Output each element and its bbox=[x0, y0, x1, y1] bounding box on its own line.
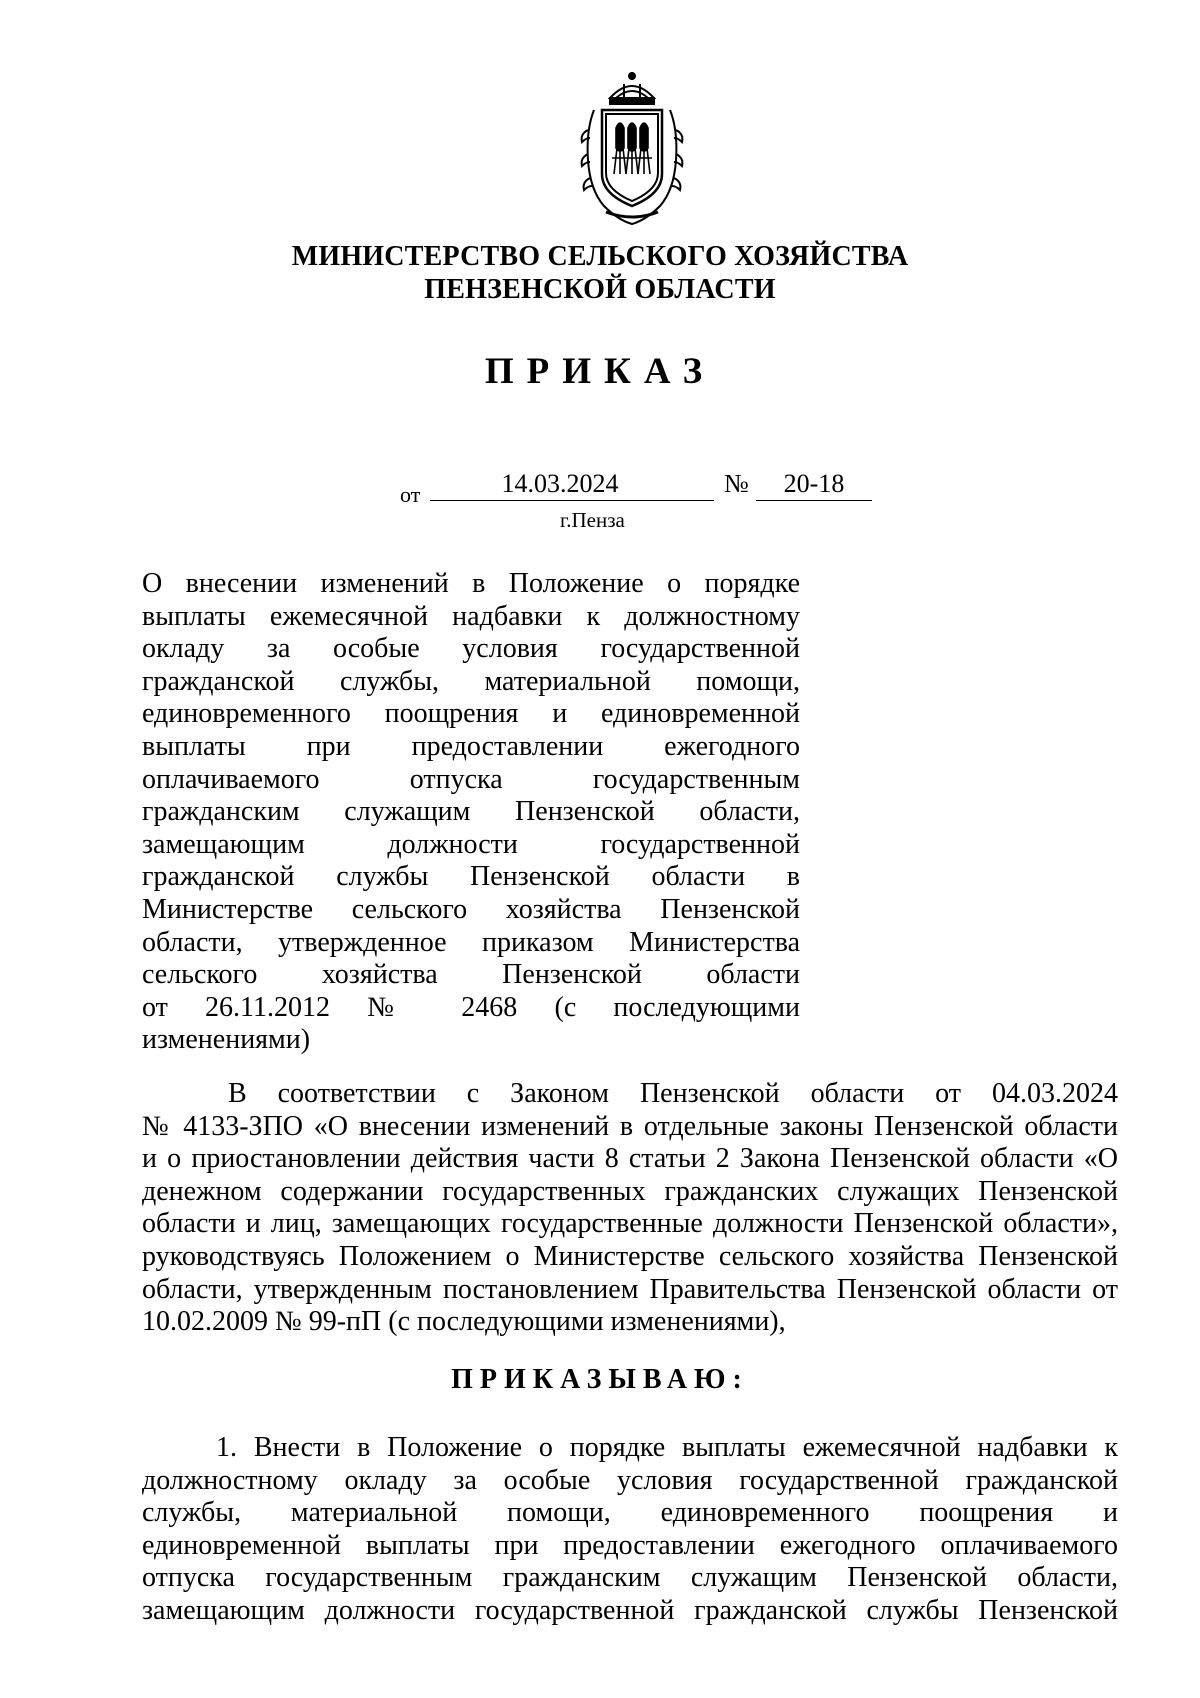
subject-line: гражданским служащим Пензенской области, bbox=[142, 796, 800, 828]
subject-line: О внесении изменений в Положение о порядке bbox=[142, 568, 800, 599]
subject-line: области, утвержденное приказом Министерства bbox=[142, 926, 800, 958]
item-line: единовременной выплаты при предоставлении ежегодного оплачиваемого bbox=[142, 1529, 1118, 1561]
preamble-line: области, утвержденным постановлением Правительства Пензенской области от bbox=[142, 1273, 1118, 1305]
subject-line: гражданской службы Пензенской области в bbox=[142, 861, 800, 893]
penza-region-coat-of-arms-icon bbox=[566, 70, 698, 226]
organization-name-line2: ПЕНЗЕНСКОЙ ОБЛАСТИ bbox=[424, 274, 776, 305]
preamble-line: 10.02.2009 № 99-пП (с последующими изменениями), bbox=[142, 1306, 786, 1338]
document-date: 14.03.2024 bbox=[430, 468, 714, 501]
preamble-line: № 4133-ЗПО «О внесении изменений в отдельные законы Пензенской области bbox=[142, 1110, 1118, 1142]
order-item-1 bbox=[142, 1432, 1118, 1628]
document-city: г.Пенза bbox=[560, 508, 625, 532]
preamble-line: области и лиц, замещающих государственные должности Пензенской области», bbox=[142, 1208, 1118, 1240]
document-requisites bbox=[0, 468, 1200, 508]
preamble-line: денежном содержании государственных гражданских служащих Пензенской bbox=[142, 1175, 1118, 1207]
subject-line: Министерстве сельского хозяйства Пензенской bbox=[142, 893, 800, 925]
preamble-paragraph bbox=[142, 1078, 1118, 1339]
preamble-line: В соответствии с Законом Пензенской области от 04.03.2024 bbox=[228, 1078, 1118, 1109]
subject-line: сельского хозяйства Пензенской области bbox=[142, 959, 800, 991]
document-number: 20-18 bbox=[756, 468, 872, 501]
subject-line: от 26.11.2012 № 2468 (с последующими bbox=[142, 991, 800, 1023]
item-line: 1. Внести в Положение о порядке выплаты ежемесячной надбавки к bbox=[216, 1432, 1118, 1463]
preamble-line: и о приостановлении действия части 8 статьи 2 Закона Пензенской области «О bbox=[142, 1143, 1118, 1175]
subject-line: замещающим должности государственной bbox=[142, 828, 800, 860]
subject-line: выплаты ежемесячной надбавки к должностному bbox=[142, 600, 800, 632]
organization-name-line1: МИНИСТЕРСТВО СЕЛЬСКОГО ХОЗЯЙСТВА bbox=[291, 241, 909, 272]
date-prefix: от bbox=[400, 482, 421, 507]
subject-line: оплачиваемого отпуска государственным bbox=[142, 763, 800, 795]
item-line: отпуска государственным гражданским служащим Пензенской области, bbox=[142, 1562, 1118, 1594]
preamble-line: руководствуясь Положением о Министерстве сельского хозяйства Пензенской bbox=[142, 1240, 1118, 1272]
document-subject bbox=[142, 568, 800, 1057]
item-line: службы, материальной помощи, единовременного поощрения и bbox=[142, 1497, 1118, 1529]
document-type-title: ПРИКАЗ bbox=[484, 351, 716, 392]
item-line: должностному окладу за особые условия государственной гражданской bbox=[142, 1464, 1118, 1496]
subject-line: окладу за особые условия государственной bbox=[142, 633, 800, 665]
subject-line: гражданской службы, материальной помощи, bbox=[142, 665, 800, 697]
order-heading: ПРИКАЗЫВАЮ: bbox=[451, 1364, 749, 1395]
subject-line: единовременного поощрения и единовременной bbox=[142, 698, 800, 730]
subject-line: изменениями) bbox=[142, 1024, 311, 1056]
organization-name bbox=[200, 240, 1000, 306]
subject-line: выплаты при предоставлении ежегодного bbox=[142, 730, 800, 762]
item-line: замещающим должности государственной гражданской службы Пензенской bbox=[142, 1594, 1118, 1626]
number-sign: № bbox=[724, 469, 749, 498]
